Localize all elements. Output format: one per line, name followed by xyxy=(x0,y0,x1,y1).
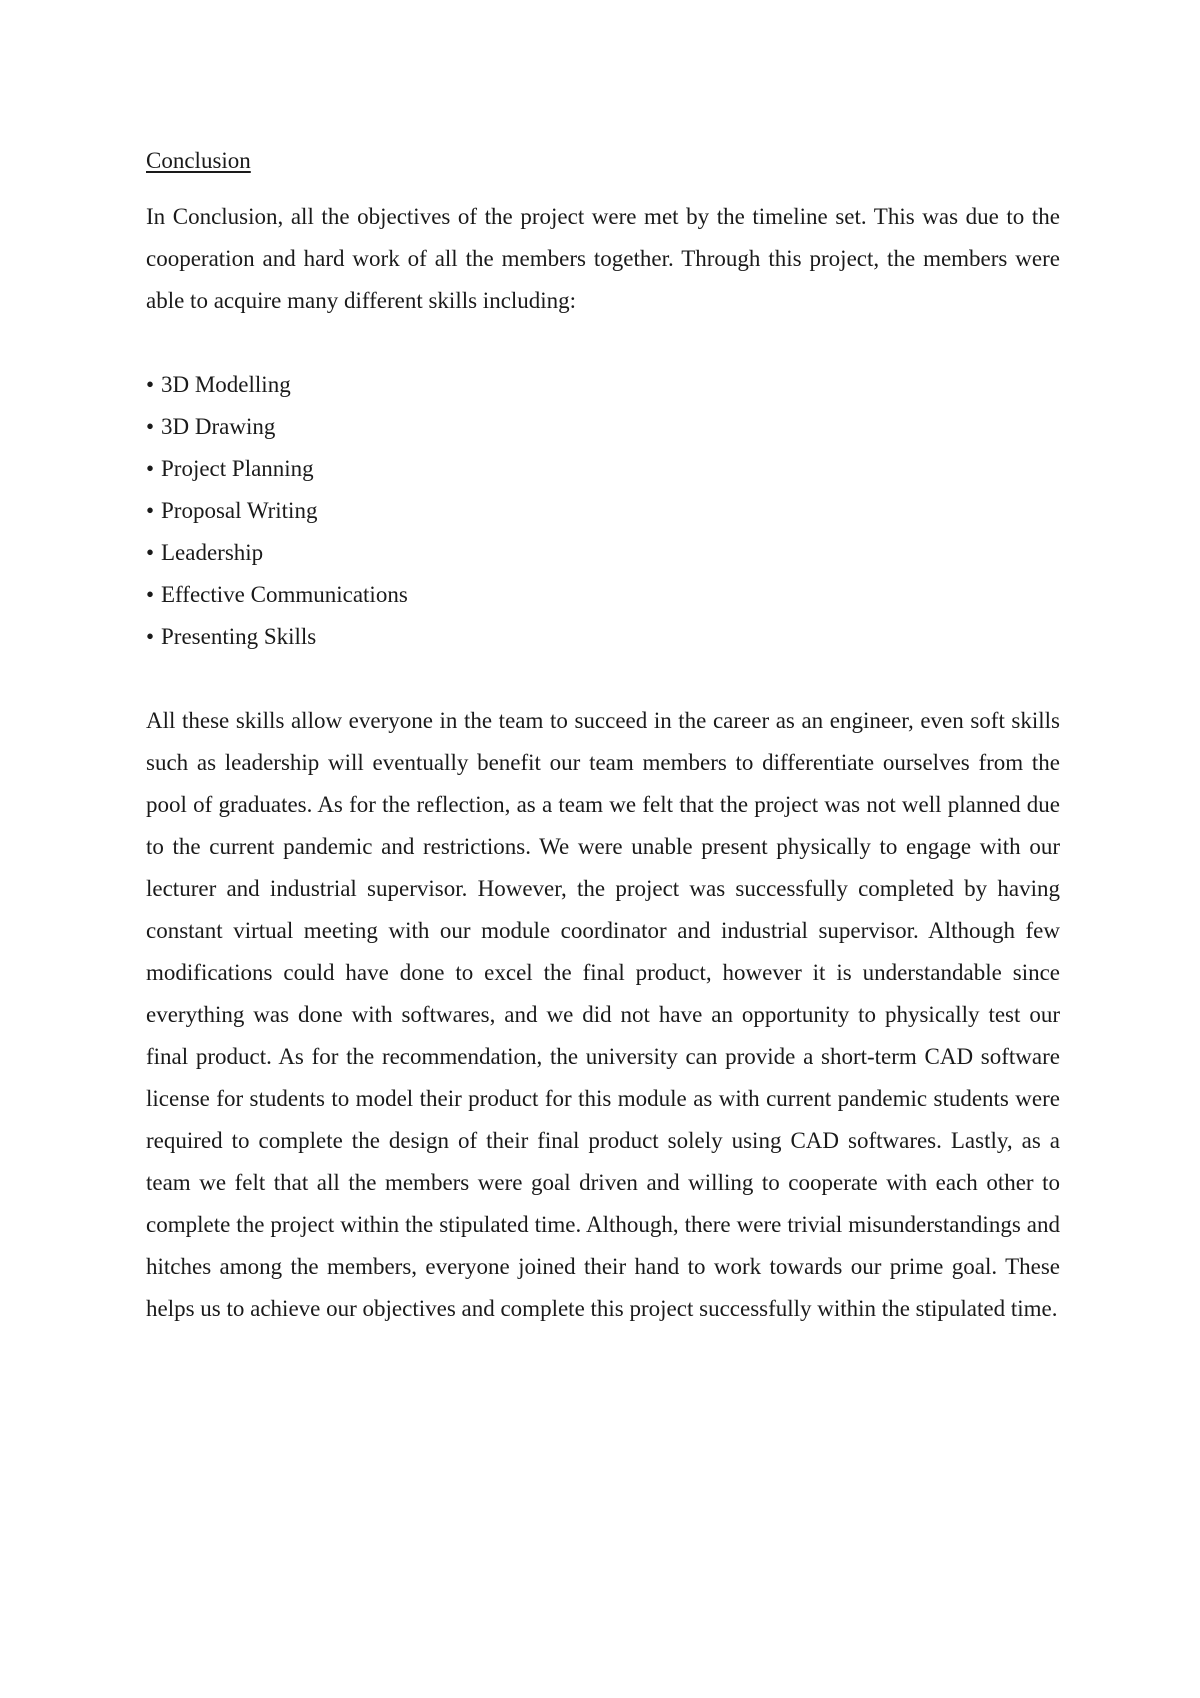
skills-list xyxy=(146,364,1060,658)
document-page xyxy=(146,140,1060,1330)
intro-paragraph: In Conclusion, all the objectives of the project were met by the timeline set. This was due to the cooperation and hard work of all the members together. Through this project, the members were able to acquire many different skills including: xyxy=(146,204,1060,313)
skill-label: Presenting Skills xyxy=(161,624,317,649)
list-item xyxy=(146,490,1060,532)
section-heading: Conclusion xyxy=(146,148,251,173)
bullet-icon: • xyxy=(146,582,155,607)
bullet-icon: • xyxy=(146,624,155,649)
skill-label: Proposal Writing xyxy=(161,498,318,523)
skill-label: 3D Modelling xyxy=(161,372,291,397)
bullet-icon: • xyxy=(146,456,155,481)
reflection-paragraph: All these skills allow everyone in the team to succeed in the career as an engineer, even soft skills such as leadership will eventually benefit our team members to differentiate ourselves from the pool of graduates. As for the reflection, as a team we felt that the project was not well planned due to the current pandemic and restrictions. We were unable present physically to engage with our lecturer and industrial supervisor. However, the project was successfully completed by having constant virtual meeting with our module coordinator and industrial supervisor. Although few modifications could have done to excel the final product, however it is understandable since everything was done with softwares, and we did not have an opportunity to physically test our final product. As for the recommendation, the university can provide a short-term CAD software license for students to model their product for this module as with current pandemic students were required to complete the design of their final product solely using CAD softwares. Lastly, as a team we felt that all the members were goal driven and willing to cooperate with each other to complete the project within the stipulated time. Although, there were trivial misunderstandings and hitches among the members, everyone joined their hand to work towards our prime goal. These helps us to achieve our objectives and complete this project successfully within the stipulated time. xyxy=(146,708,1060,1321)
skill-label: Effective Communications xyxy=(161,582,408,607)
list-item xyxy=(146,448,1060,490)
list-item xyxy=(146,406,1060,448)
bullet-icon: • xyxy=(146,372,155,397)
list-item xyxy=(146,574,1060,616)
bullet-icon: • xyxy=(146,414,155,439)
bullet-icon: • xyxy=(146,540,155,565)
list-item xyxy=(146,364,1060,406)
list-item xyxy=(146,616,1060,658)
list-item xyxy=(146,532,1060,574)
skill-label: Leadership xyxy=(161,540,264,565)
bullet-icon: • xyxy=(146,498,155,523)
skill-label: Project Planning xyxy=(161,456,314,481)
skill-label: 3D Drawing xyxy=(161,414,276,439)
